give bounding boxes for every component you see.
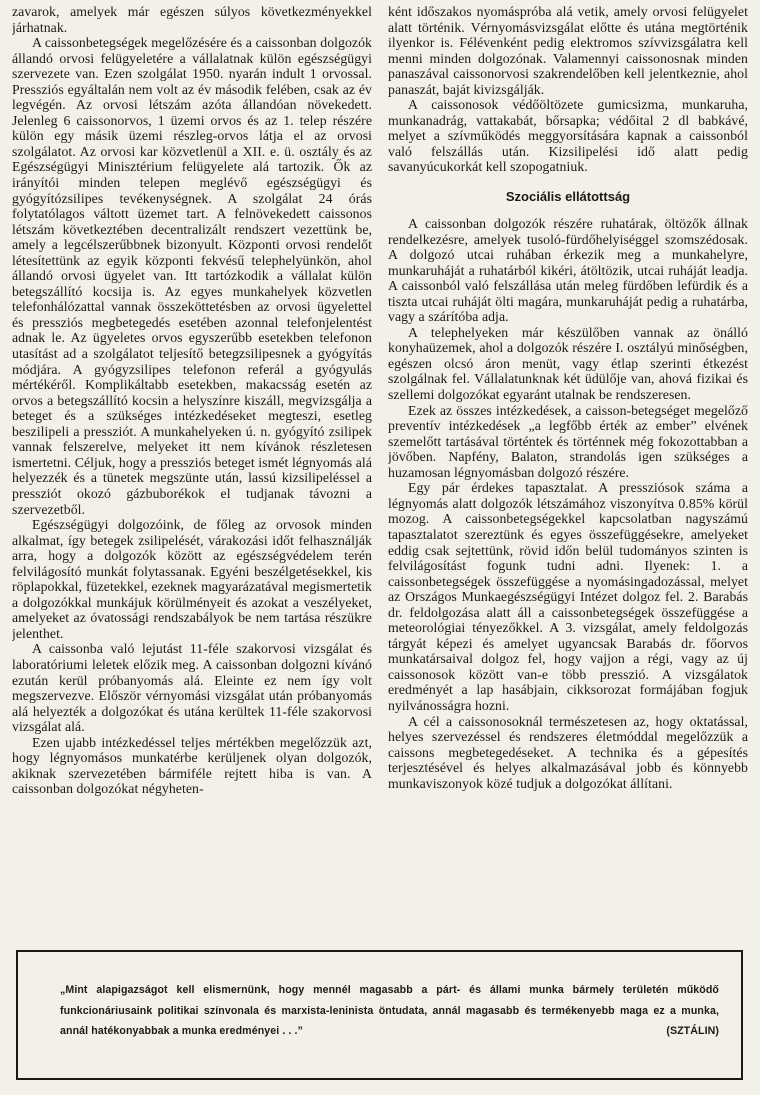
article-body xyxy=(12,4,748,894)
quote-body: „Mint alapigazságot kell elismernünk, hogy mennél magasabb a párt- és állami munka bármely területén működő funkcionáriusaink politikai színvonala és marxista-leninista öntudata, annál magasabb és termékenyebb maga ez a munka, annál hatékonyabbak a munka eredményei . . .” xyxy=(60,984,719,1037)
paragraph: zavarok, amelyek már egészen súlyos következményekkel járhatnak. xyxy=(12,4,372,35)
quote-author: (SZTÁLIN) xyxy=(666,1025,719,1037)
paragraph: A caissonban dolgozók részére ruhatárak, öltözők állnak rendelkezésre, amelyek tusoló-fürdőhelyiséggel szomszédosak. A dolgozó utcai ruhában érkezik meg a munkahelyre, munkaruháját a ruhatárból kikéri, átöltözik, utcai ruháját leadja. A caissonból való felszállása után meleg fürdőben lefürdik és a tiszta utcai ruháját ölti magára, munkaruháját pedig a ruhatárba, vagy a szárítóba adja. xyxy=(388,216,748,325)
paragraph: A caissonba való lejutást 11-féle szakorvosi vizsgálat és laboratóriumi leletek előzik meg. A caissonban dolgozni kívánó ezután kerül próbanyomás alá. Eleinte ez nem így volt megszervezve. Először vérnyomási vizsgálat után próbanyomás alá helyezték a dolgozókat és utána kerültek 11-féle szakorvosi vizsgálat alá. xyxy=(12,641,372,735)
paragraph: Egészségügyi dolgozóink, de főleg az orvosok minden alkalmat, így betegek zsilipelését, várakozási időt felhasználják arra, hogy a dolgozók között az egészségvédelem terén felvilágosító munkát folytassanak. Egyéni beszélgetésekkel, kis röplapokkal, füzetekkel, ezeknek magyarázatával megismertetik a dolgozókkal munkájuk körülményeit és azokat a veszélyeket, amelyeket az óvatossági rendszabályok be nem tartása részükre jelenthet. xyxy=(12,517,372,641)
quote-box xyxy=(16,950,743,1080)
paragraph: Ezen ujabb intézkedéssel teljes mértékben megelőzzük azt, hogy légnyomásos munkatérbe kerüljenek olyan dolgozók, akiknak szervezetében bármiféle rejtett hiba is van. A caissonban dolgozókat négyheten- xyxy=(12,734,372,797)
paragraph: A telephelyeken már készülőben vannak az önálló konyhaüzemek, ahol a dolgozók részére I. osztályú minőségben, egészen olcsó áron menüt, vagy étlap szerinti étkezést szolgálnak fel. Vállalatunknak két üdülője van, ahová fizikai és szellemi dolgozókat egyaránt utalnak be rendszeresen. xyxy=(388,324,748,403)
left-column xyxy=(12,4,372,894)
paragraph: Egy pár érdekes tapasztalat. A pressziósok száma a légnyomás alatt dolgozók létszámához viszonyítva 0.85% körül mozog. A caissonbetegségekkel kapcsolatban nagyszámú tapasztalatot szereztünk és egyes összefüggésekre, amelyeket eddig csak sejtettünk, rövid időn belül tudományos szinten is felvilágosítást fogunk tudni adni. Ilyenek: 1. a caissonbetegségek összefüggése a nyomásingadozással, melyet az Országos Munkaegészségügyi Intézet dolgoz fel. 2. Barabás dr. feldolgozása alatt áll a caissonbetegségek összefüggése a meteorológiai tényezőkkel. A 3. vizsgálat, amely feldolgozás tárgyát képezi és amelyet ugyancsak Barabás dr. főorvos munkatársaival dolgoz fel, hogy vajjon a régi, vagy az új caissonosok között van-e több presszió. A vizsgálatok eredményét a lap hasábjain, cikksorozat formájában fogjuk nyilvánosságra hozni. xyxy=(388,480,748,713)
right-column xyxy=(388,4,748,894)
paragraph: A caissonbetegségek megelőzésére és a caissonban dolgozók állandó orvosi felügyeletére a vállalatnak külön egészségügyi szervezete van. Ezen szolgálat 1950. nyarán indult 1 orvossal. Pressziós egyáltalán nem volt az év második felében, csak az év legvégén. Az orvosi létszám azóta állandóan növekedett. Jelenleg 6 caissonorvos, 1 üzemi orvos és az 1. telep részére külön egy másik üzemi részleg-orvos látja el az orvosi szolgálatot. Az orvosi kar közvetlenül a XII. e. ü. osztály és az Egészségügyi Minisztérium felügyelete alá tartozik. Ők az irányítói minden telepen meglévő egészségügyi és gyógyítózsilipes tevékenységnek. A szolgálat 24 órás folytatólagos váltott üzemet tart. A felnövekedett caissonos létszám következtében decentralizált rendszert vezettünk be, amely a legcélszerűbbnek bizonyult. Központi orvosi rendelőt létesítettünk az egyik központi fekvésű telephelyünkön, ahol állandó orvosi ügyelet van. Itt tartózkodik a vállalat külön betegszállító kocsija is. Az egyes munkahelyek közvetlen telefonhálózattal vannak összeköttetésben az orvosi ügyelettel és pressziós megbetegedés esetében azonnal telefonjelentést adnak le. Az ügyeletes orvos egyszerűbb esetekben telefonon utasítást ad a szolgálatot teljesítő betegzsilipesnek a gyógyítás módjára. A gyógyzsilipes telefonon referál a gyógyulás mértékéről. Komplikáltabb esetekben, makacsság esetén az orvos a betegszállító kocsin a helyszínre kiszáll, megvizsgálja a beteget és a szükséges intézkedéseket megteszi, esetleg beszilipeli a pressziót. A munkahelyeken ú. n. gyógyító zsilipek vannak felszerelve, melyeket itt nem kívánok részletesen ismertetni. Céljuk, hogy a pressziós beteget ismét légnyomás alá helyezzék és a tünetek megszünte után, lassú kizsilipeléssel a pressziót okozó gázbuborékok el tudjanak távozni a szervezetből. xyxy=(12,35,372,517)
paragraph: A cél a caissonosoknál természetesen az, hogy oktatással, helyes szervezéssel és rendszeres életmóddal megelőzzük a caissons megbetegedéseket. A technika és a gépesítés terjesztésével és helyes alkalmazásával jobb és könnyebb munkaviszonyok közé tudjuk a dolgozókat állítani. xyxy=(388,713,748,791)
quote-text xyxy=(60,980,719,1042)
paragraph: ként időszakos nyomáspróba alá vetik, amely orvosi felügyelet alatt történik. Vérnyomásvizsgálat előtte és utána megtörténik ilyenkor is. Félévenként pedig elektromos szívvizsgálatra kell menni minden dolgozónak. Valamennyi caissonosnak minden panaszával caissonorvosi szakrendelőben kell jelentkeznie, ahol panaszát, baját kivizsgálják. xyxy=(388,4,748,97)
paragraph: Ezek az összes intézkedések, a caisson-betegséget megelőző preventív intézkedések „a legfőbb érték az ember” elvének szemelőtt tartásával történtek és történnek még fokozottabban a jövőben. Napfény, Balaton, strandolás igen szükséges a huzamosan légnyomásban dolgozó részére. xyxy=(388,402,748,480)
section-heading: Szociális ellátottság xyxy=(505,189,631,205)
paragraph: A caissonosok védőöltözete gumicsizma, munkaruha, munkanadrág, vattakabát, bőrsapka; védőital 2 dl babkávé, melyet a szívműködés meggyorsítására kapnak a caissonból való felszállás után. Kizsilipelési idő alatt pedig savanyúcukorkát kell szopogatniuk. xyxy=(388,97,748,175)
